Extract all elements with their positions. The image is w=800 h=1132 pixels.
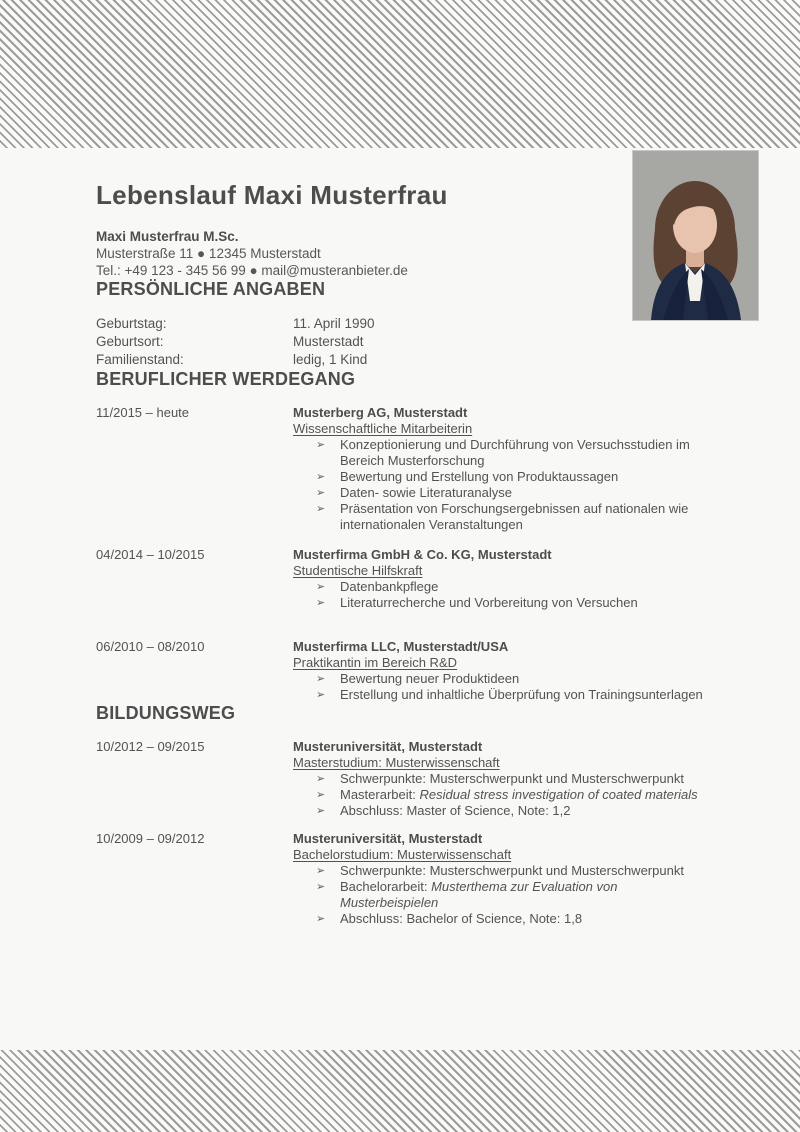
bullet-text: Schwerpunkte: Musterschwerpunkt und Musterschwerpunkt [340, 771, 684, 786]
contact-block [96, 228, 710, 279]
bullet-text: Erstellung und inhaltliche Überprüfung von Trainingsunterlagen [340, 687, 703, 702]
personal-label: Familienstand: [96, 352, 184, 367]
education-entry [96, 831, 710, 927]
entry-role: Studentische Hilfskraft [293, 563, 423, 578]
entry-institution: Musteruniversität, Musterstadt [293, 831, 483, 846]
arrow-bullet-icon: ➢ [316, 913, 326, 925]
personal-label: Geburtsort: [96, 334, 164, 349]
contact-phone-email: Tel.: +49 123 - 345 56 99 ● mail@musteranbieter.de [96, 263, 408, 278]
entry-period: 04/2014 – 10/2015 [96, 547, 205, 562]
entry-period: 10/2012 – 09/2015 [96, 739, 205, 754]
arrow-bullet-icon: ➢ [316, 439, 326, 451]
entry-details [293, 831, 710, 927]
entry-company: Musterberg AG, Musterstadt [293, 405, 468, 420]
arrow-bullet-icon: ➢ [316, 471, 326, 483]
bullet-item [293, 687, 710, 703]
arrow-bullet-icon: ➢ [316, 805, 326, 817]
section-heading-education: BILDUNGSWEG [96, 703, 236, 723]
bullet-text: Abschluss: Bachelor of Science, Note: 1,8 [340, 911, 583, 926]
arrow-bullet-icon: ➢ [316, 689, 326, 701]
arrow-bullet-icon: ➢ [316, 865, 326, 877]
arrow-bullet-icon: ➢ [316, 597, 326, 609]
education-entry [96, 739, 710, 819]
contact-address: Musterstraße 11 ● 12345 Musterstadt [96, 246, 321, 261]
contact-name: Maxi Musterfrau M.Sc. [96, 229, 239, 244]
personal-row [96, 351, 710, 369]
entry-details [293, 405, 710, 533]
section-heading-personal: PERSÖNLICHE ANGABEN [96, 279, 326, 299]
entry-period: 06/2010 – 08/2010 [96, 639, 205, 654]
entry-role: Wissenschaftliche Mitarbeiterin [293, 421, 473, 436]
bullet-item [293, 671, 710, 687]
entry-institution: Musteruniversität, Musterstadt [293, 739, 483, 754]
bullet-list [293, 771, 710, 819]
bullet-list [293, 579, 710, 611]
arrow-bullet-icon: ➢ [316, 503, 326, 515]
page-title: Lebenslauf Maxi Musterfrau [96, 180, 448, 210]
section-heading-career: BERUFLICHER WERDEGANG [96, 369, 356, 389]
career-entry [96, 405, 710, 533]
bullet-item [293, 501, 710, 533]
entry-details [293, 547, 710, 611]
bullet-item [293, 771, 710, 787]
personal-row [96, 315, 710, 333]
entry-company: Musterfirma LLC, Musterstadt/USA [293, 639, 509, 654]
bullet-text: Datenbankpflege [340, 579, 439, 594]
entry-program: Masterstudium: Musterwissenschaft [293, 755, 500, 770]
bullet-item [293, 863, 710, 879]
bullet-item [293, 595, 710, 611]
career-entry [96, 639, 710, 703]
personal-value: ledig, 1 Kind [293, 352, 368, 367]
bullet-list [293, 863, 710, 927]
bullet-item [293, 469, 710, 485]
bullet-item [293, 879, 710, 911]
top-hatch-band [0, 0, 800, 148]
arrow-bullet-icon: ➢ [316, 773, 326, 785]
arrow-bullet-icon: ➢ [316, 789, 326, 801]
bullet-list [293, 671, 710, 703]
bullet-text: Daten- sowie Literaturanalyse [340, 485, 512, 500]
bullet-text: Bewertung und Erstellung von Produktaussagen [340, 469, 619, 484]
arrow-bullet-icon: ➢ [316, 881, 326, 893]
bullet-item [293, 803, 710, 819]
entry-details [293, 639, 710, 703]
personal-value: Musterstadt [293, 334, 364, 349]
entry-period: 11/2015 – heute [96, 405, 190, 420]
bullet-item [293, 787, 710, 803]
bullet-item [293, 485, 710, 501]
bullet-text: Abschluss: Master of Science, Note: 1,2 [340, 803, 571, 818]
bullet-text: Bachelorarbeit: Musterthema zur Evaluation von Musterbeispielen [340, 879, 618, 910]
entry-role: Praktikantin im Bereich R&D [293, 655, 457, 670]
arrow-bullet-icon: ➢ [316, 673, 326, 685]
bullet-item [293, 579, 710, 595]
arrow-bullet-icon: ➢ [316, 487, 326, 499]
bottom-hatch-band [0, 1050, 800, 1132]
personal-row [96, 333, 710, 351]
bullet-list [293, 437, 710, 533]
education-entries [96, 739, 710, 927]
personal-value: 11. April 1990 [293, 316, 375, 331]
entry-company: Musterfirma GmbH & Co. KG, Musterstadt [293, 547, 552, 562]
entry-details [293, 739, 710, 819]
bullet-text: Konzeptionierung und Durchführung von Versuchsstudien im Bereich Musterforschung [340, 437, 690, 468]
cv-content [0, 148, 800, 927]
bullet-text: Masterarbeit: Residual stress investigation of coated materials [340, 787, 698, 802]
entry-program: Bachelorstudium: Musterwissenschaft [293, 847, 512, 862]
personal-label: Geburtstag: [96, 316, 167, 331]
bullet-item [293, 911, 710, 927]
entry-period: 10/2009 – 09/2012 [96, 831, 205, 846]
bullet-text: Literaturrecherche und Vorbereitung von Versuchen [340, 595, 638, 610]
bullet-item [293, 437, 710, 469]
career-entries [96, 405, 710, 703]
arrow-bullet-icon: ➢ [316, 581, 326, 593]
career-entry [96, 547, 710, 611]
bullet-text: Schwerpunkte: Musterschwerpunkt und Musterschwerpunkt [340, 863, 684, 878]
bullet-text: Bewertung neuer Produktideen [340, 671, 520, 686]
personal-rows [96, 315, 710, 369]
bullet-text: Präsentation von Forschungsergebnissen auf nationalen wie internationalen Veranstaltungen [340, 501, 689, 532]
